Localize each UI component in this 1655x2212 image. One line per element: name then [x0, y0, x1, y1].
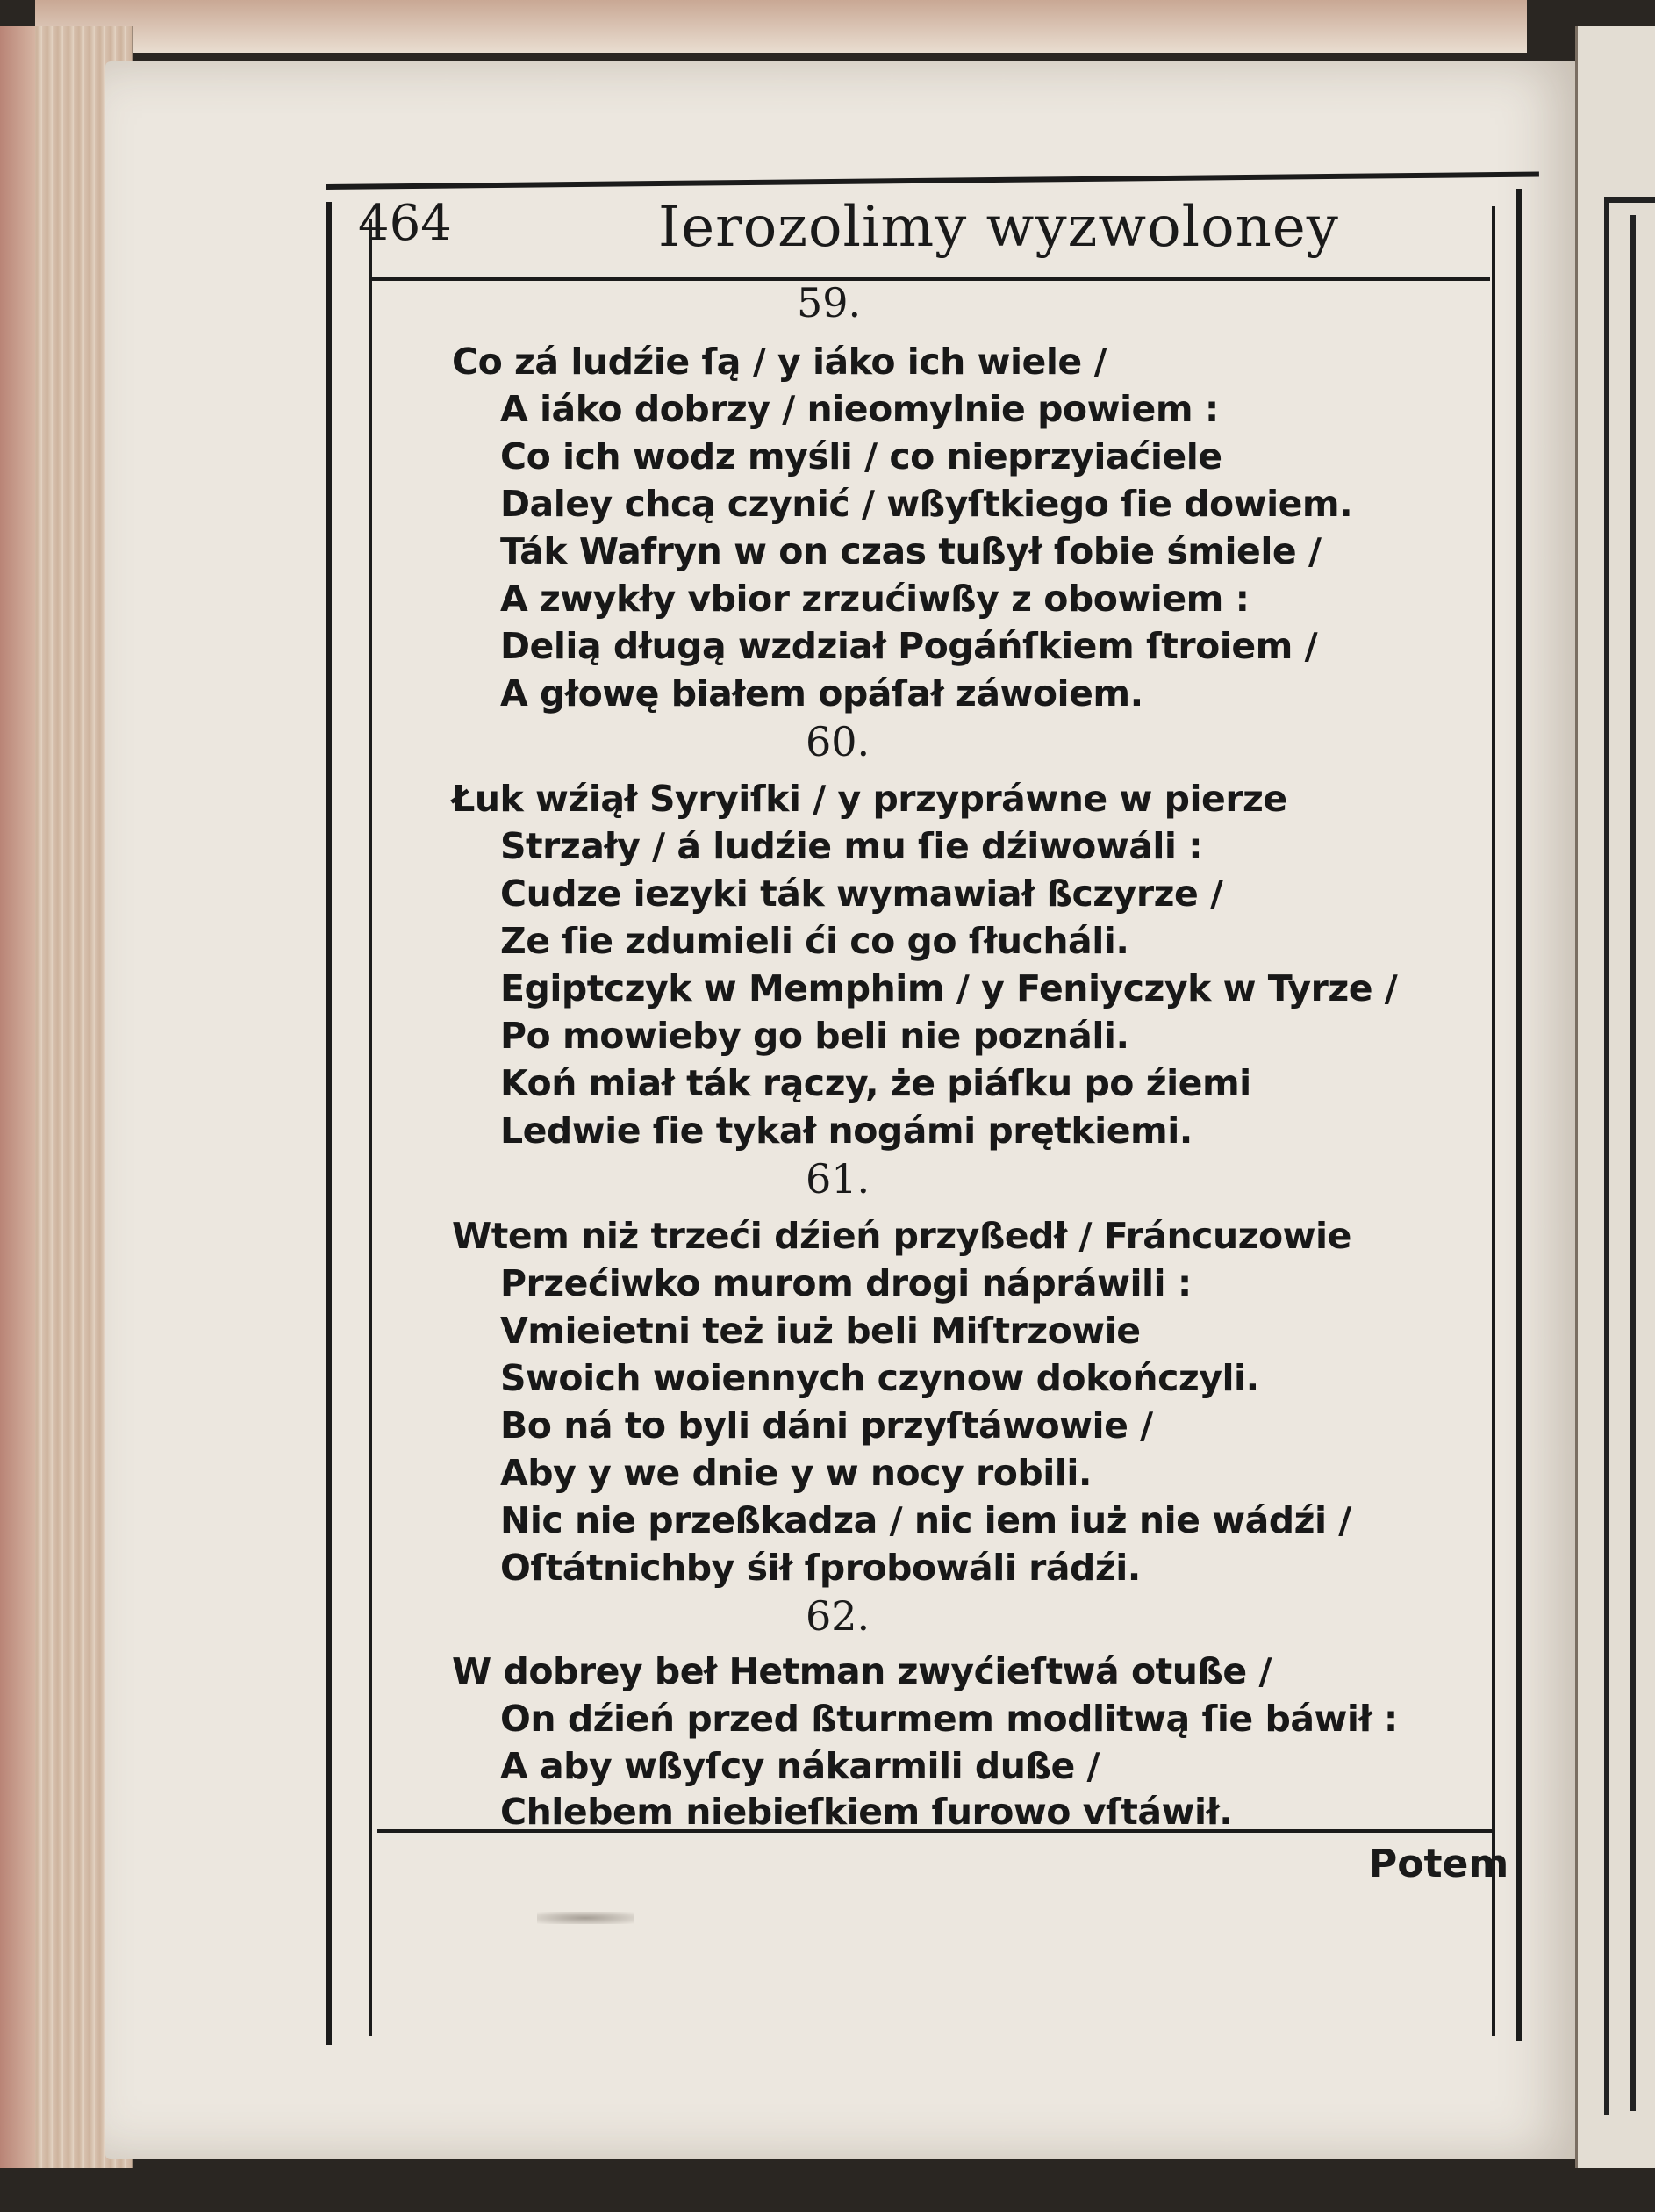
verse-line: On dźień przed ßturmem modlitwą ſie báwił : [500, 1698, 1398, 1740]
verse-line: Przećiwko murom drogi nápráwili : [500, 1262, 1192, 1304]
page-number: 464 [358, 195, 452, 252]
stanza-number: 62. [806, 1592, 870, 1640]
facing-frame-rule [1604, 202, 1609, 2115]
frame-left-inner-rule [369, 219, 372, 2036]
verse-line: Swoich woiennych czynow dokończyli. [500, 1357, 1259, 1399]
verse-line: A aby wßyſcy nákarmili duße / [500, 1745, 1100, 1787]
verse-line: Chlebem niebieſkiem ſurowo vſtáwił. [500, 1791, 1233, 1833]
verse-line: Oſtátnichby śił ſprobowáli rádźi. [500, 1547, 1141, 1589]
stanza-number: 61. [806, 1155, 870, 1203]
verse-line: Co zá ludźie ſą / y iáko ich wiele / [452, 341, 1107, 383]
stanza-number: 59. [797, 279, 862, 327]
verse-line: A zwykły vbior zrzućiwßy z obowiem : [500, 578, 1250, 620]
red-edge-tint [0, 26, 35, 2168]
book-top-edge [35, 0, 1527, 53]
frame-left-outer-rule [326, 202, 332, 2045]
verse-line: Po mowieby go beli nie poználi. [500, 1015, 1129, 1057]
verse-line: Vmieietni też iuż beli Miſtrzowie [500, 1310, 1141, 1352]
verse-line: Łuk wźiął Syryiſki / y przypráwne w pierze [452, 778, 1287, 820]
facing-page-edge [1575, 26, 1655, 2168]
verse-line: Koń miał ták rączy, że piáſku po źiemi [500, 1062, 1251, 1104]
frame-right-inner-rule [1492, 206, 1495, 2036]
verse-line: Egiptczyk w Memphim / y Feniyczyk w Tyrze / [500, 967, 1398, 1009]
header-rule [369, 277, 1490, 281]
verse-line: Nic nie przeßkadza / nic iem iuż nie wádźi / [500, 1499, 1351, 1541]
verse-line: Cudze iezyki ták wymawiał ßczyrze / [500, 873, 1223, 915]
facing-frame-top [1604, 198, 1655, 203]
frame-right-outer-rule [1516, 189, 1522, 2041]
verse-line: Ledwie ſie tykał nogámi prętkiemi. [500, 1110, 1193, 1152]
verse-line: Ták Wafryn w on czas tußył ſobie śmiele / [500, 530, 1322, 572]
verse-line: Aby y we dnie y w nocy robili. [500, 1452, 1092, 1494]
catchword: Potem [1369, 1842, 1509, 1886]
facing-frame-rule [1630, 215, 1636, 2111]
verse-line: W dobrey beł Hetman zwyćieſtwá otuße / [452, 1650, 1272, 1692]
verse-line: Ze ſie zdumieli ći co go ſłucháli. [500, 920, 1129, 962]
verse-line: Delią długą wzdział Pogáńſkiem ſtroiem / [500, 625, 1318, 667]
verse-line: Bo ná to byli dáni przyſtáwowie / [500, 1404, 1153, 1447]
verse-line: Wtem niż trzeći dźień przyßedł / Fráncuzowie [452, 1215, 1351, 1257]
stanza-number: 60. [806, 718, 870, 765]
verse-line: A głowę białem opáſał záwoiem. [500, 672, 1143, 715]
verse-line: Co ich wodz myśli / co nieprzyiaćiele [500, 435, 1222, 478]
verse-line: Strzały / á ludźie mu ſie dźiwowáli : [500, 825, 1203, 867]
running-title: Ierozolimy wyzwoloney [658, 195, 1339, 260]
ink-smudge [537, 1912, 634, 1924]
verse-line: A iáko dobrzy / nieomylnie powiem : [500, 388, 1219, 430]
verse-line: Daley chcą czynić / wßyſtkiego ſie dowiem. [500, 483, 1353, 525]
